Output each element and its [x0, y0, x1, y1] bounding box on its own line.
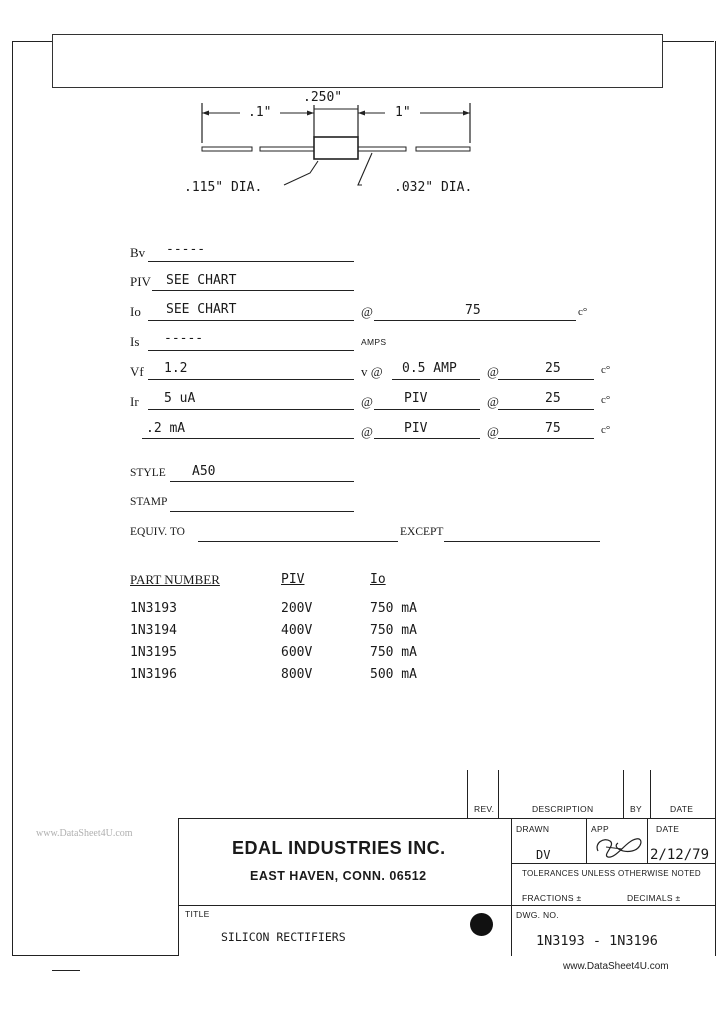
ir2-at2: @	[487, 424, 499, 439]
is-label: Is	[130, 334, 140, 349]
table-row-4-piv: 800V	[281, 667, 313, 682]
app-label: APP	[591, 824, 609, 834]
date-value: 2/12/79	[650, 847, 710, 863]
company-location: EAST HAVEN, CONN. 06512	[250, 869, 427, 883]
bottom-mark	[52, 970, 80, 971]
vf-degree: c°	[601, 364, 611, 376]
dim-center-label: .250"	[303, 90, 343, 105]
fractions-label: FRACTIONS ±	[522, 893, 582, 903]
vf-at: @	[487, 364, 499, 379]
io-degree: c°	[578, 306, 588, 318]
piv-value: SEE CHART	[166, 273, 237, 288]
table-row-4-io: 500 mA	[370, 667, 417, 682]
io-at: @	[361, 304, 373, 319]
tolerances-note: TOLERANCES UNLESS OTHERWISE NOTED	[522, 869, 701, 878]
header-part-number: PART NUMBER	[130, 572, 220, 587]
bv-label: Bv	[130, 245, 146, 260]
watermark-left: www.DataSheet4U.com	[36, 828, 133, 839]
ir-value: 5 uA	[164, 391, 196, 406]
ir2-condition: PIV	[404, 421, 428, 436]
table-row-1-io: 750 mA	[370, 601, 417, 616]
ir2-value: .2 mA	[146, 421, 186, 436]
is-unit: AMPS	[361, 337, 387, 347]
punch-hole	[470, 913, 493, 936]
except-label: EXCEPT	[400, 526, 444, 538]
ir-at: @	[361, 394, 373, 409]
vf-label: Vf	[130, 364, 144, 379]
table-row-3-piv: 600V	[281, 645, 313, 660]
ir-label: Ir	[130, 394, 139, 409]
company-name: EDAL INDUSTRIES INC.	[232, 838, 446, 858]
title-label: TITLE	[185, 909, 210, 919]
rev-label: REV.	[474, 804, 495, 814]
table-row-4-part: 1N3196	[130, 667, 177, 682]
table-row-3-io: 750 mA	[370, 645, 417, 660]
decimals-label: DECIMALS ±	[627, 893, 681, 903]
by-label: BY	[630, 804, 642, 814]
piv-label: PIV	[130, 274, 151, 289]
ir-temp: 25	[545, 391, 561, 406]
table-row-1-piv: 200V	[281, 601, 313, 616]
stamp-label: STAMP	[130, 496, 168, 508]
ir2-at: @	[361, 424, 373, 439]
table-row-2-piv: 400V	[281, 623, 313, 638]
drawn-label: DRAWN	[516, 824, 550, 834]
vf-unit: v @	[361, 364, 383, 379]
header-box	[52, 34, 663, 88]
drawn-value: DV	[536, 848, 551, 862]
table-row-2-part: 1N3194	[130, 623, 177, 638]
dim-left-label: .1"	[248, 105, 272, 120]
table-row-1-part: 1N3193	[130, 601, 177, 616]
watermark-bottom: www.DataSheet4U.com	[563, 961, 669, 972]
bv-value: -----	[166, 242, 206, 257]
rev-date-label: DATE	[670, 804, 694, 814]
ir-at2: @	[487, 394, 499, 409]
vf-current: 0.5 AMP	[402, 361, 457, 376]
equiv-label: EQUIV. TO	[130, 526, 185, 538]
dwg-label: DWG. NO.	[516, 910, 560, 920]
lead-diameter-label: .032" DIA.	[394, 180, 473, 195]
header-io: Io	[370, 572, 386, 587]
dim-right-label: 1"	[395, 105, 411, 120]
style-value: A50	[192, 464, 216, 479]
table-row-3-part: 1N3195	[130, 645, 177, 660]
is-value: -----	[164, 331, 204, 346]
approval-signature	[592, 833, 646, 861]
title-value: SILICON RECTIFIERS	[221, 930, 346, 944]
body-diameter-label: .115" DIA.	[184, 180, 263, 195]
ir2-degree: c°	[601, 424, 611, 436]
io-temp: 75	[465, 303, 481, 318]
ir-condition: PIV	[404, 391, 428, 406]
dwg-value: 1N3193 - 1N3196	[536, 933, 658, 949]
ir-degree: c°	[601, 394, 611, 406]
description-label: DESCRIPTION	[532, 804, 594, 814]
vf-value: 1.2	[164, 361, 188, 376]
header-piv: PIV	[281, 572, 305, 587]
table-row-2-io: 750 mA	[370, 623, 417, 638]
date-label: DATE	[656, 824, 680, 834]
style-label: STYLE	[130, 467, 166, 479]
vf-temp: 25	[545, 361, 561, 376]
io-value: SEE CHART	[166, 302, 237, 317]
ir2-temp: 75	[545, 421, 561, 436]
io-label: Io	[130, 304, 141, 319]
